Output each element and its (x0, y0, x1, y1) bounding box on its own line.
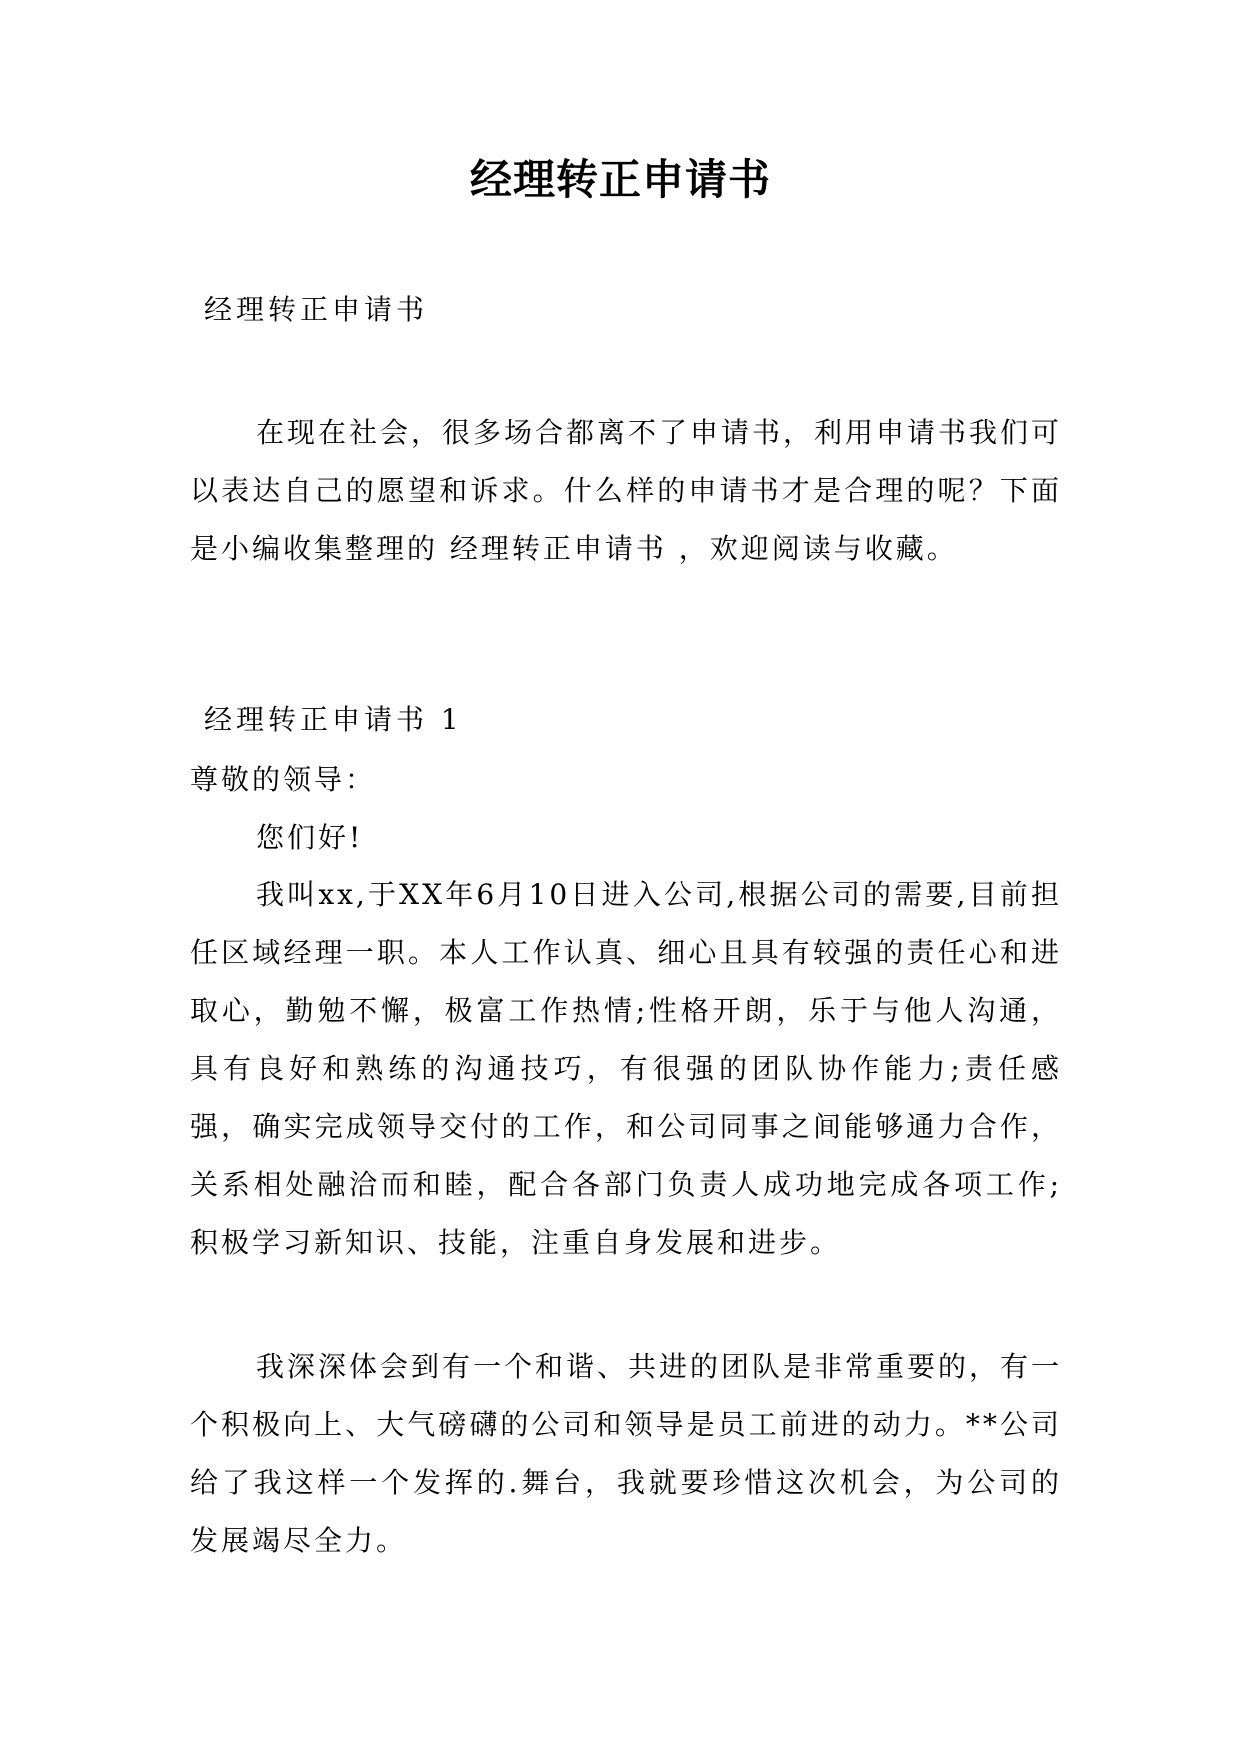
intro-paragraph: 在现在社会，很多场合都离不了申请书，利用申请书我们可以表达自己的愿望和诉求。什么样的申请书才是合理的呢？下面是小编收集整理的 经理转正申请书 ，欢迎阅读与收藏。 (190, 416, 1063, 565)
body-paragraph: 我叫xx,于XX年6月10日进入公司,根据公司的需要,目前担任区域经理一职。本人工作认真、细心且具有较强的责任心和进取心，勤勉不懈，极富工作热情;性格开朗，乐于与他人沟通，具有良好和熟练的沟通技巧，有很强的团队协作能力;责任感强，确实完成领导交付的工作，和公司同事之间能够通力合作，关系相处融洽而和睦，配合各部门负责人成功地完成各项工作;积极学习新知识、技能，注重自身发展和进步。 (190, 878, 1062, 1259)
salutation: 尊敬的领导： (190, 763, 377, 796)
section-heading: 经理转正申请书 1 (204, 703, 463, 736)
document-subtitle: 经理转正申请书 (204, 293, 429, 326)
document-title: 经理转正申请书 (469, 155, 771, 204)
body-paragraph: 我深深体会到有一个和谐、共进的团队是非常重要的，有一个积极向上、大气磅礴的公司和领导是员工前进的动力。**公司给了我这样一个发挥的.舞台，我就要珍惜这次机会，为公司的发展竭尽全力。 (190, 1350, 1063, 1557)
greeting: 您们好! (256, 821, 364, 854)
